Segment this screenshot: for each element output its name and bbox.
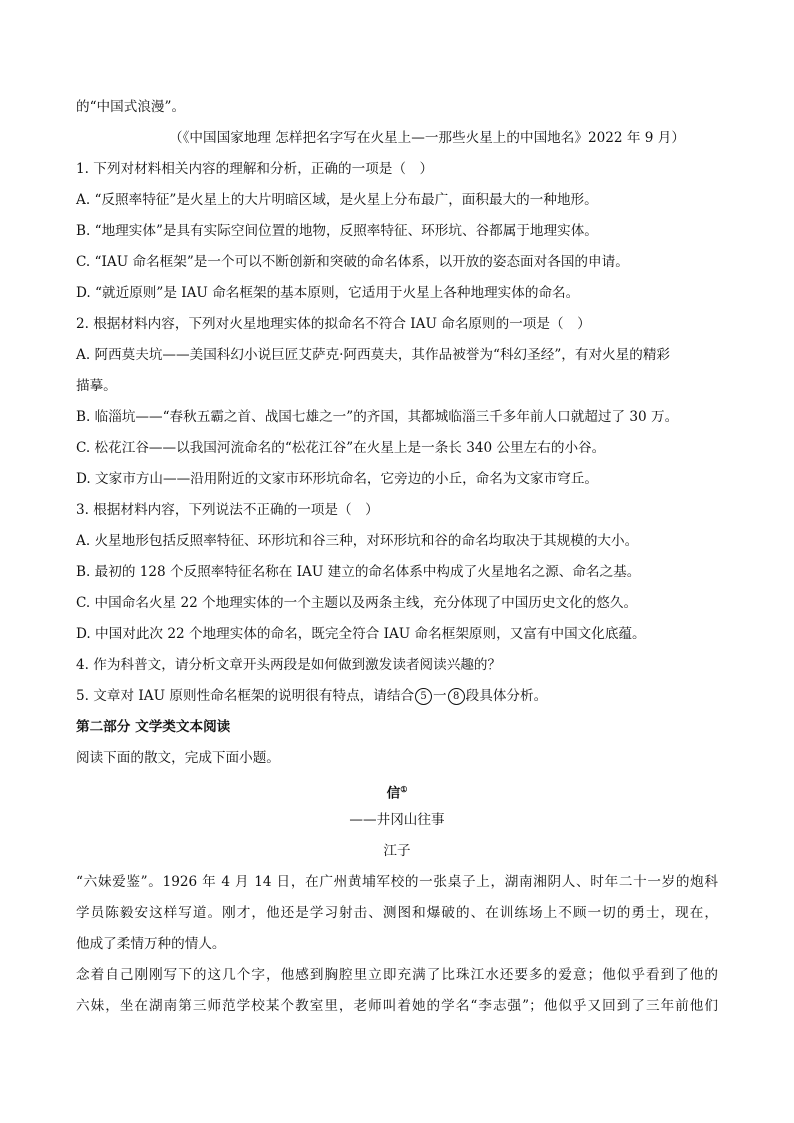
q1-option-d: D. “就近原则”是 IAU 命名框架的基本原则，它适用于火星上各种地理实体的命名。 [76, 285, 580, 301]
circled-number-8: 8 [448, 688, 465, 705]
question-1: 1. 下列对材料相关内容的理解和分析，正确的一项是（ ） [76, 161, 434, 177]
q1-option-b: B. “地理实体”是具有实际空间位置的地物，反照率特征、环形坑、谷都属于地理实体。 [76, 223, 598, 239]
footnote-marker: ① [400, 784, 408, 794]
paragraph-1-line-1: “六妹爱鉴”。1926 年 4 月 14 日，在广州黄埔军校的一张桌子上，湖南湘阴人、时年二十一岁的炮科 [76, 874, 718, 890]
essay-author: 江子 [383, 843, 411, 859]
question-5-text: 5. 文章对 IAU 原则性命名框架的说明很有特点，请结合 [76, 688, 415, 704]
question-2: 2. 根据材料内容，下列对火星地理实体的拟命名不符合 IAU 命名原则的一项是（ ） [76, 316, 591, 332]
q3-option-a: A. 火星地形包括反照率特征、环形坑和谷三种，对环形坑和谷的命名均取决于其规模的大小。 [76, 533, 639, 549]
range-dash: 一 [433, 688, 447, 704]
circled-number-5: 5 [415, 688, 432, 705]
paragraph-2-line-1: 念着自己刚刚写下的这几个字，他感到胸腔里立即充满了比珠江水还要多的爱意；他似乎看到了他的 [76, 967, 718, 983]
document-page [76, 92, 718, 1022]
q2-option-b: B. 临淄坑——“春秋五霸之首、战国七雄之一”的齐国，其都城临淄三千多年前人口就超过了 30 万。 [76, 409, 679, 425]
question-3: 3. 根据材料内容，下列说法不正确的一项是（ ） [76, 502, 379, 518]
q2-option-c: C. 松花江谷——以我国河流命名的“松花江谷”在火星上是一条长 340 公里左右的小谷。 [76, 440, 606, 456]
q3-option-d: D. 中国对此次 22 个地理实体的命名，既完全符合 IAU 命名框架原则，又富有中国文化底蕴。 [76, 626, 646, 642]
essay-subtitle: ——井冈山往事 [349, 812, 445, 828]
text-line: 的“中国式浪漫”。 [76, 99, 186, 115]
paragraph-1-line-2: 学员陈毅安这样写道。刚才，他还是学习射击、测图和爆破的、在训练场上不顾一切的勇士，现在， [76, 905, 718, 921]
q2-option-d: D. 文家市方山——沿用附近的文家市环形坑命名，它旁边的小丘，命名为文家市穹丘。 [76, 471, 599, 487]
paragraph-1-line-3: 他成了柔情万种的情人。 [76, 936, 226, 952]
paragraph-2-line-2: 六妹，坐在湖南第三师范学校某个教室里，老师叫着她的学名“李志强”；他似乎又回到了三年前他们 [76, 998, 718, 1014]
q3-option-c: C. 中国命名火星 22 个地理实体的一个主题以及两条主线，充分体现了中国历史文化的悠久。 [76, 595, 638, 611]
question-4: 4. 作为科普文，请分析文章开头两段是如何做到激发读者阅读兴趣的？ [76, 657, 502, 673]
q2-option-a-cont: 描摹。 [76, 378, 117, 394]
question-5-tail: 段具体分析。 [465, 688, 548, 704]
q1-option-c: C. “IAU 命名框架”是一个可以不断创新和突破的命名体系，以开放的姿态面对各国的申请。 [76, 254, 629, 270]
q1-option-a: A. “反照率特征”是火星上的大片明暗区域，是火星上分布最广，面积最大的一种地形。 [76, 192, 598, 208]
section-heading: 第二部分 文学类文本阅读 [76, 719, 231, 735]
q3-option-b: B. 最初的 128 个反照率特征名称在 IAU 建立的命名体系中构成了火星地名之源、命名之基。 [76, 564, 641, 580]
essay-title-text: 信 [386, 785, 401, 802]
question-5 [76, 681, 718, 712]
essay-title [76, 774, 718, 805]
source-citation: （《中国国家地理 怎样把名字写在火星上—一那些火星上的中国地名》2022 年 9 月） [169, 130, 685, 146]
q2-option-a: A. 阿西莫夫坑——美国科幻小说巨匠艾萨克·阿西莫夫，其作品被誉为“科幻圣经”，有对火星的精彩 [76, 347, 671, 363]
reading-instruction: 阅读下面的散文，完成下面小题。 [76, 750, 280, 766]
